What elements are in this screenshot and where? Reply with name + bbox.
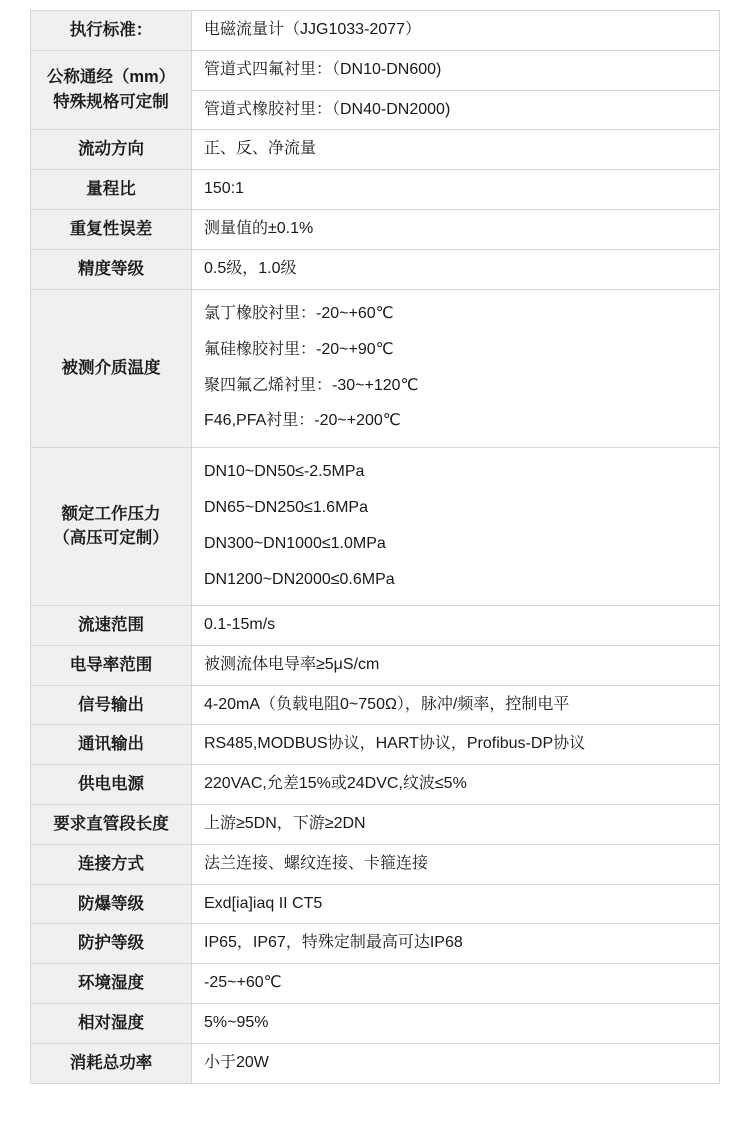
row-value: 正、反、净流量	[192, 130, 720, 170]
row-label	[31, 844, 192, 884]
row-value: 管道式四氟衬里：（DN10-DN600)	[192, 50, 720, 90]
row-label-line: 额定工作压力	[61, 504, 161, 523]
row-value: 测量值的±0.1%	[192, 209, 720, 249]
row-label	[31, 765, 192, 805]
row-label	[31, 447, 192, 605]
row-label-line: 流速范围	[78, 615, 144, 634]
row-label-line: 要求直管段长度	[53, 814, 169, 833]
row-label-line: （高压可定制）	[53, 529, 169, 548]
table-row	[31, 1003, 720, 1043]
row-value: 管道式橡胶衬里：（DN40-DN2000)	[192, 90, 720, 130]
row-label	[31, 1003, 192, 1043]
row-label	[31, 725, 192, 765]
row-label	[31, 804, 192, 844]
row-value-line: DN300~DN1000≤1.0MPa	[204, 534, 386, 552]
specifications-table	[30, 10, 720, 1084]
row-value: 被测流体电导率≥5μS/cm	[192, 645, 720, 685]
row-value: 上游≥5DN，下游≥2DN	[192, 804, 720, 844]
table-row	[31, 924, 720, 964]
row-value: -25~+60℃	[192, 964, 720, 1004]
row-value: RS485,MODBUS协议，HART协议，Profibus-DP协议	[192, 725, 720, 765]
row-label	[31, 605, 192, 645]
table-row	[31, 804, 720, 844]
row-label-line: 连接方式	[78, 854, 144, 873]
table-row	[31, 645, 720, 685]
row-value: 150:1	[192, 170, 720, 210]
table-row	[31, 725, 720, 765]
row-value: 5%~95%	[192, 1003, 720, 1043]
row-label-line: 精度等级	[78, 259, 144, 278]
row-value: 电磁流量计（JJG1033-2077）	[192, 11, 720, 51]
row-label-line: 被测介质温度	[61, 358, 161, 377]
specifications-table-body	[31, 11, 720, 1084]
table-row	[31, 884, 720, 924]
table-row	[31, 685, 720, 725]
table-row	[31, 50, 720, 90]
row-value-line: 氟硅橡胶衬里：-20~+90℃	[204, 340, 394, 358]
row-label-line: 相对湿度	[78, 1013, 144, 1032]
row-value: 0.1-15m/s	[192, 605, 720, 645]
table-row	[31, 289, 720, 447]
row-label	[31, 645, 192, 685]
table-row	[31, 964, 720, 1004]
row-value-line: 氯丁橡胶衬里：-20~+60℃	[204, 305, 394, 323]
row-label-line: 特殊规格可定制	[53, 93, 169, 112]
row-label	[31, 130, 192, 170]
table-row	[31, 249, 720, 289]
row-label	[31, 249, 192, 289]
table-row	[31, 447, 720, 605]
row-label-line: 消耗总功率	[69, 1053, 153, 1072]
row-label	[31, 685, 192, 725]
row-value: IP65，IP67，特殊定制最高可达IP68	[192, 924, 720, 964]
table-row	[31, 844, 720, 884]
table-row	[31, 605, 720, 645]
row-label-line: 供电电源	[78, 775, 144, 794]
row-label	[31, 1043, 192, 1083]
row-label-line: 电导率范围	[69, 655, 153, 674]
row-value: Exd[ia]iaq II CT5	[192, 884, 720, 924]
row-value-line: F46,PFA衬里：-20~+200℃	[204, 412, 401, 430]
row-label	[31, 170, 192, 210]
table-row	[31, 170, 720, 210]
row-value: 小于20W	[192, 1043, 720, 1083]
row-label	[31, 884, 192, 924]
row-label	[31, 289, 192, 447]
row-label	[31, 50, 192, 130]
row-label-line: 通讯输出	[78, 735, 144, 754]
row-label	[31, 964, 192, 1004]
row-label-line: 环境湿度	[78, 974, 144, 993]
row-label	[31, 11, 192, 51]
row-value-line: DN10~DN50≤-2.5MPa	[204, 463, 365, 481]
row-value	[192, 447, 720, 605]
table-row	[31, 1043, 720, 1083]
row-label-line: 公称通经（mm）	[46, 68, 176, 87]
row-value: 法兰连接、螺纹连接、卡箍连接	[192, 844, 720, 884]
row-value	[192, 289, 720, 447]
row-label-line: 量程比	[86, 180, 136, 199]
table-row	[31, 130, 720, 170]
row-label-line: 重复性误差	[69, 220, 153, 238]
row-label-line: 信号输出	[78, 695, 144, 714]
row-value-line: DN65~DN250≤1.6MPa	[204, 499, 368, 517]
row-value-line: DN1200~DN2000≤0.6MPa	[204, 570, 395, 588]
table-row	[31, 765, 720, 805]
row-label-line: 防护等级	[78, 934, 144, 953]
table-row	[31, 11, 720, 51]
row-label	[31, 924, 192, 964]
row-value: 220VAC,允差15%或24DVC,纹波≤5%	[192, 765, 720, 805]
row-value: 4-20mA（负载电阻0~750Ω），脉冲/频率，控制电平	[192, 685, 720, 725]
row-label-line: 流动方向	[78, 140, 144, 159]
row-label-line: 执行标准：	[69, 21, 153, 40]
row-label	[31, 209, 192, 249]
table-row	[31, 209, 720, 249]
row-label-line: 防爆等级	[78, 894, 144, 913]
row-value: 0.5级，1.0级	[192, 249, 720, 289]
row-value-line: 聚四氟乙烯衬里：-30~+120℃	[204, 376, 419, 394]
